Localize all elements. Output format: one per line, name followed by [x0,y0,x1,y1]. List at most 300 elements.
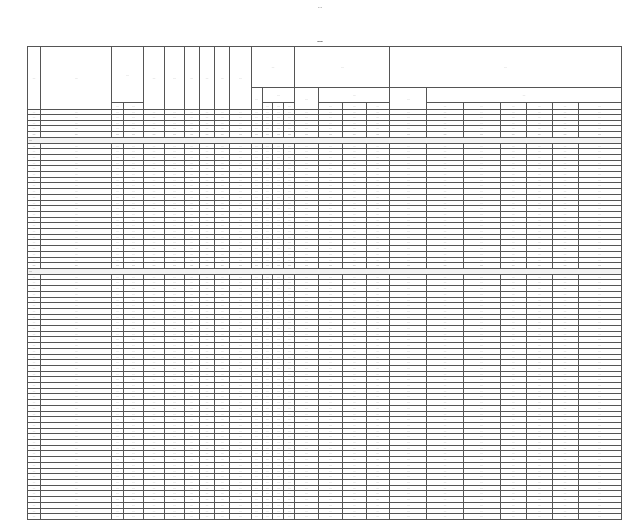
table-cell: … [262,474,273,480]
table-cell: … [28,166,41,172]
table-cell: … [578,206,622,212]
header-cell: … [112,103,124,110]
address-cell: … [40,422,111,428]
table-cell: … [552,440,578,446]
table-cell: … [262,297,273,303]
table-cell: … [552,331,578,337]
table-cell: … [526,217,552,223]
table-cell: … [165,211,184,217]
address-cell: … [40,183,111,189]
table-cell: … [295,217,319,223]
table-cell: … [318,457,342,463]
table-cell: … [143,274,165,280]
table-cell: … [463,440,500,446]
table-cell: … [143,257,165,263]
table-cell: … [463,331,500,337]
table-cell: … [552,211,578,217]
table-cell: … [124,337,143,343]
table-cell: … [199,428,214,434]
table-cell: … [366,485,390,491]
table-cell: … [526,263,552,269]
table-cell: … [251,462,262,468]
table-cell: … [251,514,262,520]
table-cell: … [578,257,622,263]
header-cell: … [342,103,366,110]
table-cell: … [526,274,552,280]
table-cell: … [366,445,390,451]
header-cell: … [390,88,427,110]
table-cell: … [295,457,319,463]
table-cell: … [165,291,184,297]
table-cell: … [143,514,165,520]
table-cell: … [390,422,427,428]
table-cell: … [500,183,526,189]
table-cell: … [184,377,199,383]
table-cell: … [552,120,578,126]
table-cell: … [273,428,284,434]
table-cell: … [199,514,214,520]
table-cell: … [28,411,41,417]
table-cell: … [28,200,41,206]
table-cell: … [342,502,366,508]
table-cell: … [262,405,273,411]
table-cell: … [273,377,284,383]
table-cell: … [295,126,319,132]
table-cell: … [342,394,366,400]
table-cell: … [318,331,342,337]
table-cell: … [342,451,366,457]
table-cell: … [295,388,319,394]
table-cell: … [552,297,578,303]
table-cell: … [124,445,143,451]
table-cell: … [463,229,500,235]
table-cell: … [199,297,214,303]
table-cell: … [552,502,578,508]
table-cell: … [165,445,184,451]
table-cell: … [251,257,262,263]
table-cell: … [184,149,199,155]
table-cell: … [390,388,427,394]
table-cell: … [199,308,214,314]
table-cell: … [318,371,342,377]
address-cell: … [40,126,111,132]
table-cell: … [215,149,230,155]
table-cell: … [273,200,284,206]
table-cell: … [112,120,124,126]
table-cell: … [251,320,262,326]
table-cell: … [578,143,622,149]
table-cell: … [251,280,262,286]
address-cell: … [40,160,111,166]
table-cell: … [215,240,230,246]
table-cell: … [295,417,319,423]
table-cell: … [526,502,552,508]
table-cell: … [318,348,342,354]
header-row-1 [28,47,622,88]
table-cell: … [526,377,552,383]
table-cell: … [427,445,464,451]
table-cell: … [28,457,41,463]
table-cell: … [199,115,214,121]
table-cell: … [500,223,526,229]
table-cell: … [112,126,124,132]
table-cell: … [318,160,342,166]
table-cell: … [366,274,390,280]
table-cell: … [526,394,552,400]
table-cell: … [463,354,500,360]
table-cell: … [251,457,262,463]
table-cell: … [251,251,262,257]
table-cell: … [295,320,319,326]
table-cell: … [124,508,143,514]
table-cell: … [165,497,184,503]
header-cell: … [390,47,622,88]
table-cell: … [390,223,427,229]
unit-cell: … [273,110,284,115]
table-cell: … [552,217,578,223]
table-cell: … [262,286,273,292]
table-cell: … [28,485,41,491]
table-cell: … [390,514,427,520]
table-cell: … [295,240,319,246]
table-cell: … [578,348,622,354]
table-cell: … [215,257,230,263]
table-cell: … [427,417,464,423]
header-cell: … [295,47,390,88]
table-cell: … [184,291,199,297]
table-cell: … [273,263,284,269]
table-cell: … [184,474,199,480]
table-cell: … [230,417,252,423]
table-cell: … [184,263,199,269]
table-cell: … [184,502,199,508]
table-cell: … [215,314,230,320]
table-cell: … [230,508,252,514]
table-cell: … [28,417,41,423]
table-cell: … [262,388,273,394]
table-cell: … [295,400,319,406]
table-cell: … [230,166,252,172]
table-cell: … [28,428,41,434]
table-cell: … [28,303,41,309]
table-cell: … [112,326,124,332]
table-cell: … [28,502,41,508]
table-cell: … [552,480,578,486]
table-cell: … [463,132,500,138]
table-cell: … [500,166,526,172]
table-cell: … [124,240,143,246]
table-cell: … [143,422,165,428]
table-cell: … [262,377,273,383]
table-cell: … [165,143,184,149]
table-cell: … [366,422,390,428]
table-cell: … [262,320,273,326]
table-cell: … [251,343,262,349]
table-cell: … [124,154,143,160]
table-cell: … [262,354,273,360]
table-cell: … [463,434,500,440]
table-cell: … [427,143,464,149]
table-cell: … [427,115,464,121]
table-cell: … [295,132,319,138]
table-cell: … [262,189,273,195]
table-cell: … [28,462,41,468]
table-cell: … [526,491,552,497]
table-cell: … [165,383,184,389]
table-cell: … [273,434,284,440]
table-cell: … [165,320,184,326]
table-cell: … [552,200,578,206]
table-cell: … [273,126,284,132]
table-cell: … [215,154,230,160]
table-cell: … [578,422,622,428]
table-cell: … [262,194,273,200]
table-cell: … [342,422,366,428]
table-cell: … [427,434,464,440]
table-cell: … [143,234,165,240]
address-cell: … [40,314,111,320]
table-cell: … [262,183,273,189]
table-cell: … [578,194,622,200]
table-cell: … [578,377,622,383]
table-cell: … [230,229,252,235]
table-cell: … [318,251,342,257]
table-cell: … [578,354,622,360]
table-cell: … [184,154,199,160]
table-cell: … [463,428,500,434]
table-cell: … [526,280,552,286]
table-cell: … [165,451,184,457]
table-cell: … [215,411,230,417]
table-cell: … [251,480,262,486]
table-cell: … [124,502,143,508]
table-cell: … [390,462,427,468]
table-cell: … [143,154,165,160]
address-cell: … [40,360,111,366]
table-cell: … [165,360,184,366]
table-cell: … [578,229,622,235]
table-cell: … [251,440,262,446]
table-cell: … [251,143,262,149]
table-cell: … [526,434,552,440]
table-cell: … [28,343,41,349]
table-cell: … [215,177,230,183]
table-cell: … [165,365,184,371]
table-cell: … [342,308,366,314]
table-cell: … [284,428,295,434]
table-cell: … [366,502,390,508]
table-cell: … [284,462,295,468]
table-cell: … [28,360,41,366]
table-cell: … [578,166,622,172]
table-cell: … [112,291,124,297]
table-cell: … [295,405,319,411]
table-cell: … [143,365,165,371]
address-cell: … [40,457,111,463]
table-cell: … [526,206,552,212]
table-cell: … [390,314,427,320]
table-cell: … [230,189,252,195]
table-cell: … [463,422,500,428]
table-cell: … [318,149,342,155]
header-cell: … [143,47,165,110]
table-cell: … [273,348,284,354]
address-cell: … [40,394,111,400]
table-cell: … [366,314,390,320]
table-cell: … [552,371,578,377]
table-cell: … [215,326,230,332]
table-cell: … [215,331,230,337]
table-cell: … [500,343,526,349]
table-cell: … [165,303,184,309]
table-cell: … [427,246,464,252]
table-cell: … [112,274,124,280]
table-cell: … [230,320,252,326]
table-cell: … [427,274,464,280]
table-cell: … [112,240,124,246]
table-cell: … [124,263,143,269]
table-cell: … [342,211,366,217]
table-cell: … [124,405,143,411]
table-cell: … [552,189,578,195]
table-cell: … [552,240,578,246]
table-cell: … [215,274,230,280]
table-cell: … [124,291,143,297]
table-cell: … [215,354,230,360]
table-cell: … [262,314,273,320]
table-cell: … [230,200,252,206]
table-cell: … [578,394,622,400]
table-cell: … [112,445,124,451]
table-cell: … [526,251,552,257]
table-cell: … [230,286,252,292]
table-cell: … [230,257,252,263]
table-cell: … [526,457,552,463]
table-cell: … [112,194,124,200]
table-cell: … [427,194,464,200]
table-cell: … [500,240,526,246]
table-cell: … [251,388,262,394]
table-cell: … [295,508,319,514]
table-cell: … [199,206,214,212]
address-cell: … [40,166,111,172]
table-cell: … [342,474,366,480]
table-cell: … [28,251,41,257]
table-cell: … [215,308,230,314]
table-cell: … [366,217,390,223]
table-cell: … [366,149,390,155]
header-cell: … [463,103,500,110]
table-cell: … [578,371,622,377]
table-cell: … [500,445,526,451]
table-cell: … [199,234,214,240]
table-cell: … [165,240,184,246]
table-cell: … [342,462,366,468]
table-cell: … [427,314,464,320]
table-cell: … [199,200,214,206]
table-cell: … [199,257,214,263]
table-cell: … [366,457,390,463]
table-cell: … [552,177,578,183]
table-cell: … [230,457,252,463]
table-cell: … [366,383,390,389]
table-cell: … [112,502,124,508]
table-cell: … [262,234,273,240]
table-cell: … [273,206,284,212]
table-cell: … [463,394,500,400]
table-cell: … [28,229,41,235]
table-cell: … [578,337,622,343]
table-cell: … [500,394,526,400]
table-cell: … [124,383,143,389]
table-cell: … [578,434,622,440]
address-cell: … [40,497,111,503]
table-cell: … [366,154,390,160]
table-cell: … [230,451,252,457]
table-cell: … [143,115,165,121]
table-cell: … [366,126,390,132]
table-cell: … [230,251,252,257]
table-cell: … [230,468,252,474]
table-cell: … [124,246,143,252]
table-cell: … [215,200,230,206]
table-cell: … [262,451,273,457]
table-cell: … [427,320,464,326]
table-cell: … [262,206,273,212]
table-cell: … [526,246,552,252]
table-cell: … [112,280,124,286]
table-cell: … [251,200,262,206]
table-cell: … [184,234,199,240]
table-cell: … [262,280,273,286]
table-cell: … [342,160,366,166]
table-cell: … [28,491,41,497]
table-cell: … [390,211,427,217]
table-cell: … [427,303,464,309]
table-cell: … [318,280,342,286]
table-cell: … [184,462,199,468]
table-cell: … [318,320,342,326]
table-cell: … [552,434,578,440]
table-cell: … [262,417,273,423]
table-cell: … [366,508,390,514]
table-cell: … [500,468,526,474]
table-cell: … [184,400,199,406]
table-cell: … [578,480,622,486]
table-cell: … [500,251,526,257]
table-cell: … [251,172,262,178]
table-cell: … [165,115,184,121]
table-cell: … [273,132,284,138]
table-cell: … [184,177,199,183]
table-cell: … [427,428,464,434]
table-cell: … [526,257,552,263]
table-cell: … [28,434,41,440]
unit-cell: … [342,110,366,115]
table-cell: … [295,497,319,503]
table-cell: … [28,149,41,155]
table-cell: … [230,411,252,417]
table-cell: … [112,451,124,457]
table-cell: … [390,274,427,280]
table-cell: … [295,514,319,520]
table-cell: … [112,485,124,491]
table-cell: … [165,229,184,235]
table-cell: … [552,457,578,463]
table-cell: … [273,240,284,246]
header-cell: … [500,103,526,110]
table-cell: … [342,257,366,263]
